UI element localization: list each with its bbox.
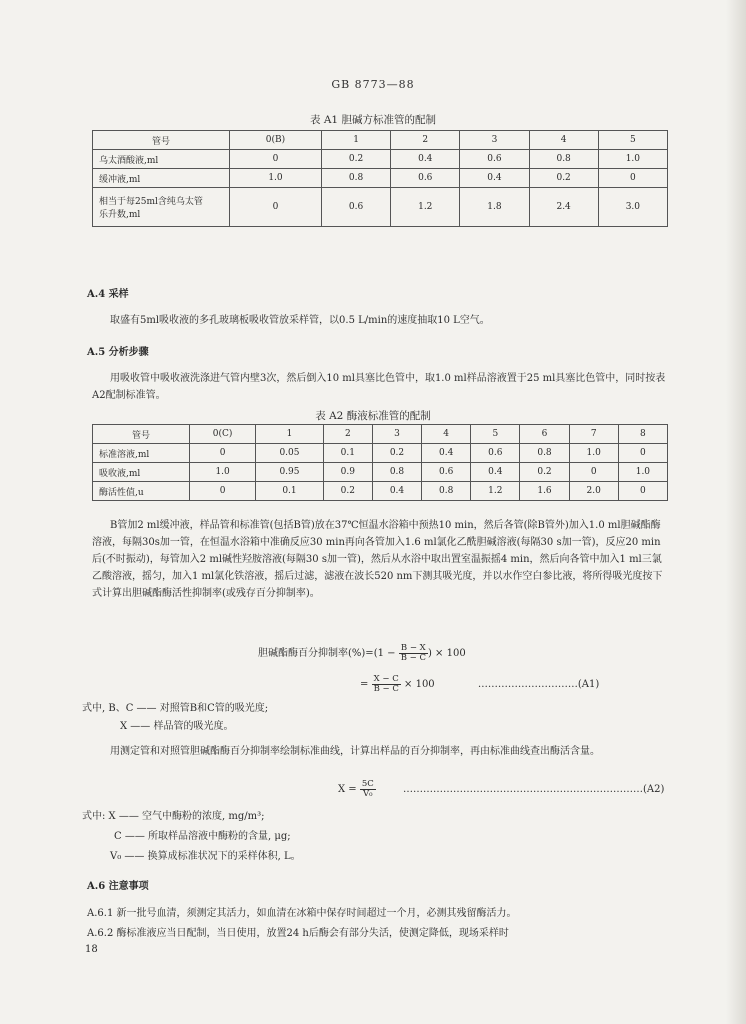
row-label-cell: 缓冲液,ml <box>93 169 230 188</box>
table-cell: 0.05 <box>256 444 324 463</box>
row-label-cell: 标准溶液,ml <box>93 444 190 463</box>
table-row <box>93 444 668 463</box>
table-header-cell: 3 <box>372 425 421 444</box>
table-cell: 0.95 <box>256 463 324 482</box>
table-cell: 0.8 <box>422 482 471 501</box>
where-a2-line1: 式中: X —— 空气中酶粉的浓度, mg/m³; <box>82 811 265 822</box>
row-label-cell: 乌太酒酸液,ml <box>93 150 230 169</box>
table-cell: 0.1 <box>256 482 324 501</box>
table-header-cell: 6 <box>520 425 569 444</box>
table-cell: 1.2 <box>471 482 520 501</box>
formula-a1-fraction2 <box>372 675 401 694</box>
formula-a1-tail: ) × 100 <box>427 648 466 659</box>
standard-curve-paragraph: 用测定管和对照管胆碱酯酶百分抑制率绘制标准曲线，计算出样品的百分抑制率，再由标准曲线查出酶活含量。 <box>110 746 600 757</box>
formula-a2-leader: ……………………………………………………………… <box>402 784 643 795</box>
table-row <box>93 150 668 169</box>
table-cell: 0.2 <box>520 463 569 482</box>
section-a4-title: A.4 采样 <box>87 289 129 300</box>
table-cell: 0.4 <box>391 150 460 169</box>
table-cell: 2.4 <box>529 188 598 227</box>
table-cell: 0.9 <box>323 463 372 482</box>
table-cell: 1.0 <box>190 463 256 482</box>
table-cell: 0 <box>230 150 322 169</box>
formula-a1-denominator2: B − C <box>373 684 399 694</box>
table-header-cell: 5 <box>471 425 520 444</box>
table-cell: 1.0 <box>618 463 667 482</box>
table-cell: 0.6 <box>321 188 390 227</box>
formula-a1-denominator: B − C <box>400 653 426 663</box>
section-a5-text: 用吸收管中吸收液洗涤进气管内壁3次，然后倒入10 ml具塞比色管中，取1.0 ml样品溶液置于25 ml具塞比色管中，同时按表A2配制标准管。 <box>92 373 666 401</box>
table-cell: 0 <box>598 169 667 188</box>
table-cell: 1.2 <box>391 188 460 227</box>
table-header-cell: 4 <box>529 131 598 150</box>
formula-a2-denominator: V₀ <box>363 789 373 799</box>
table-cell: 1.0 <box>569 444 618 463</box>
formula-a2 <box>338 780 664 799</box>
table-cell: 0.8 <box>529 150 598 169</box>
table-header-row <box>93 425 668 444</box>
formula-a1-number: (A1) <box>577 679 600 690</box>
table-a2-caption: 表 A2 酶液标准管的配制 <box>315 410 431 422</box>
table-header-cell: 2 <box>391 131 460 150</box>
page-edge-shadow <box>726 0 746 1024</box>
table-cell: 2.0 <box>569 482 618 501</box>
table-header-cell: 5 <box>598 131 667 150</box>
formula-a2-numerator: 5C <box>361 779 374 789</box>
table-a1 <box>92 130 668 227</box>
where-a2-line3: V₀ —— 换算成标准状况下的采样体积, L。 <box>110 851 301 862</box>
table-header-cell: 1 <box>256 425 324 444</box>
formula-a2-number: (A2) <box>642 784 665 795</box>
row-label-cell: 酶活性值,u <box>93 482 190 501</box>
table-cell: 0.2 <box>372 444 421 463</box>
table-cell: 0.2 <box>321 150 390 169</box>
formula-a1-tail2: × 100 <box>400 679 435 690</box>
page-number: 18 <box>85 944 98 955</box>
where-a1-line1: 式中, B、C —— 对照管B和C管的吸光度; <box>82 703 269 714</box>
where-a2-line2: C —— 所取样品溶液中酶粉的含量, μg; <box>114 831 291 842</box>
table-cell: 0.4 <box>460 169 529 188</box>
formula-a1-leader: ………………………… <box>477 679 578 690</box>
table-row <box>93 169 668 188</box>
analysis-paragraph: B管加2 ml缓冲液，样品管和标准管(包括B管)放在37℃恒温水浴箱中预热10 min，然后各管(除B管外)加入1.0 ml胆碱酯酶溶液，每隔30s加一管，在恒温水浴箱中准确反应30 min再向各管加入1.6 ml氯化乙酰胆碱溶液(每隔30 s加一管)，反应20 min后(不时振动)，每管加入2 ml碱性羟胺溶液(每隔30 s加一管)，然后从水浴中取出置室温振摇4 min，然后向各管中加入1 ml三氯乙酸溶液，摇匀，加入1 ml氯化铁溶液，摇后过滤，滤液在波长520 nm下测其吸光度，并以水作空白参比液，将所得吸光度按下式计算出胆碱酯酶活性抑制率(或残存百分抑制率)。 <box>92 520 663 599</box>
table-cell: 0 <box>569 463 618 482</box>
row-label-cell: 相当于每25ml含纯乌太管 乐升数,ml <box>93 188 230 227</box>
section-a6-title: A.6 注意事项 <box>87 881 149 892</box>
table-header-cell: 管号 <box>93 425 190 444</box>
table-a2 <box>92 424 668 501</box>
formula-a1-paren: (1 − <box>373 648 399 659</box>
formula-a2-lhs: X = <box>338 784 360 795</box>
table-cell: 0.6 <box>460 150 529 169</box>
table-cell: 0 <box>618 444 667 463</box>
table-cell: 0.2 <box>529 169 598 188</box>
table-cell: 0.4 <box>422 444 471 463</box>
table-header-row <box>93 131 668 150</box>
where-a1-line2: X —— 样品管的吸光度。 <box>120 721 234 732</box>
table-header-cell: 7 <box>569 425 618 444</box>
formula-a1-numerator: B − X <box>399 644 428 654</box>
table-header-cell: 1 <box>321 131 390 150</box>
table-row <box>93 188 668 227</box>
table-cell: 0.6 <box>391 169 460 188</box>
formula-a1-eq: = <box>360 679 372 690</box>
table-row <box>93 463 668 482</box>
table-cell: 0 <box>230 188 322 227</box>
formula-a1-numerator2: X − C <box>372 675 401 685</box>
table-header-cell: 8 <box>618 425 667 444</box>
table-cell: 0.4 <box>372 482 421 501</box>
table-cell: 0.8 <box>372 463 421 482</box>
table-header-cell: 管号 <box>93 131 230 150</box>
section-a4-text: 取盛有5ml吸收液的多孔玻璃板吸收管放采样管，以0.5 L/min的速度抽取10 L空气。 <box>110 315 490 326</box>
table-cell: 0 <box>190 482 256 501</box>
formula-a1-line2 <box>360 675 599 694</box>
table-header-cell: 0(B) <box>230 131 322 150</box>
standard-number-header: GB 8773—88 <box>331 78 415 91</box>
table-cell: 1.8 <box>460 188 529 227</box>
table-cell: 0.2 <box>323 482 372 501</box>
table-cell: 0.6 <box>422 463 471 482</box>
formula-a2-fraction <box>360 780 376 799</box>
table-header-cell: 3 <box>460 131 529 150</box>
table-header-cell: 2 <box>323 425 372 444</box>
table-cell: 0.4 <box>471 463 520 482</box>
table-cell: 1.0 <box>230 169 322 188</box>
row-label-cell: 吸收液,ml <box>93 463 190 482</box>
table-cell: 0.8 <box>321 169 390 188</box>
table-row <box>93 482 668 501</box>
table-cell: 1.6 <box>520 482 569 501</box>
formula-a1-fraction <box>399 644 428 663</box>
table-header-cell: 4 <box>422 425 471 444</box>
table-header-cell: 0(C) <box>190 425 256 444</box>
table-cell: 0 <box>618 482 667 501</box>
formula-a1-lhs: 胆碱酯酶百分抑制率(%)= <box>258 648 374 659</box>
table-cell: 0.8 <box>520 444 569 463</box>
table-cell: 3.0 <box>598 188 667 227</box>
note-a6-2: A.6.2 酶标准液应当日配制，当日使用，放置24 h后酶会有部分失活，使测定降低，现场采样时 <box>87 928 509 939</box>
table-cell: 0 <box>190 444 256 463</box>
table-cell: 0.6 <box>471 444 520 463</box>
table-cell: 1.0 <box>598 150 667 169</box>
table-a1-caption: 表 A1 胆碱方标准管的配制 <box>310 114 436 126</box>
table-cell: 0.1 <box>323 444 372 463</box>
note-a6-1: A.6.1 新一批号血清，须测定其活力，如血清在冰箱中保存时间超过一个月，必测其残留酶活力。 <box>87 908 517 919</box>
formula-a1-line1 <box>258 644 466 663</box>
section-a5-title: A.5 分析步骤 <box>87 347 149 358</box>
